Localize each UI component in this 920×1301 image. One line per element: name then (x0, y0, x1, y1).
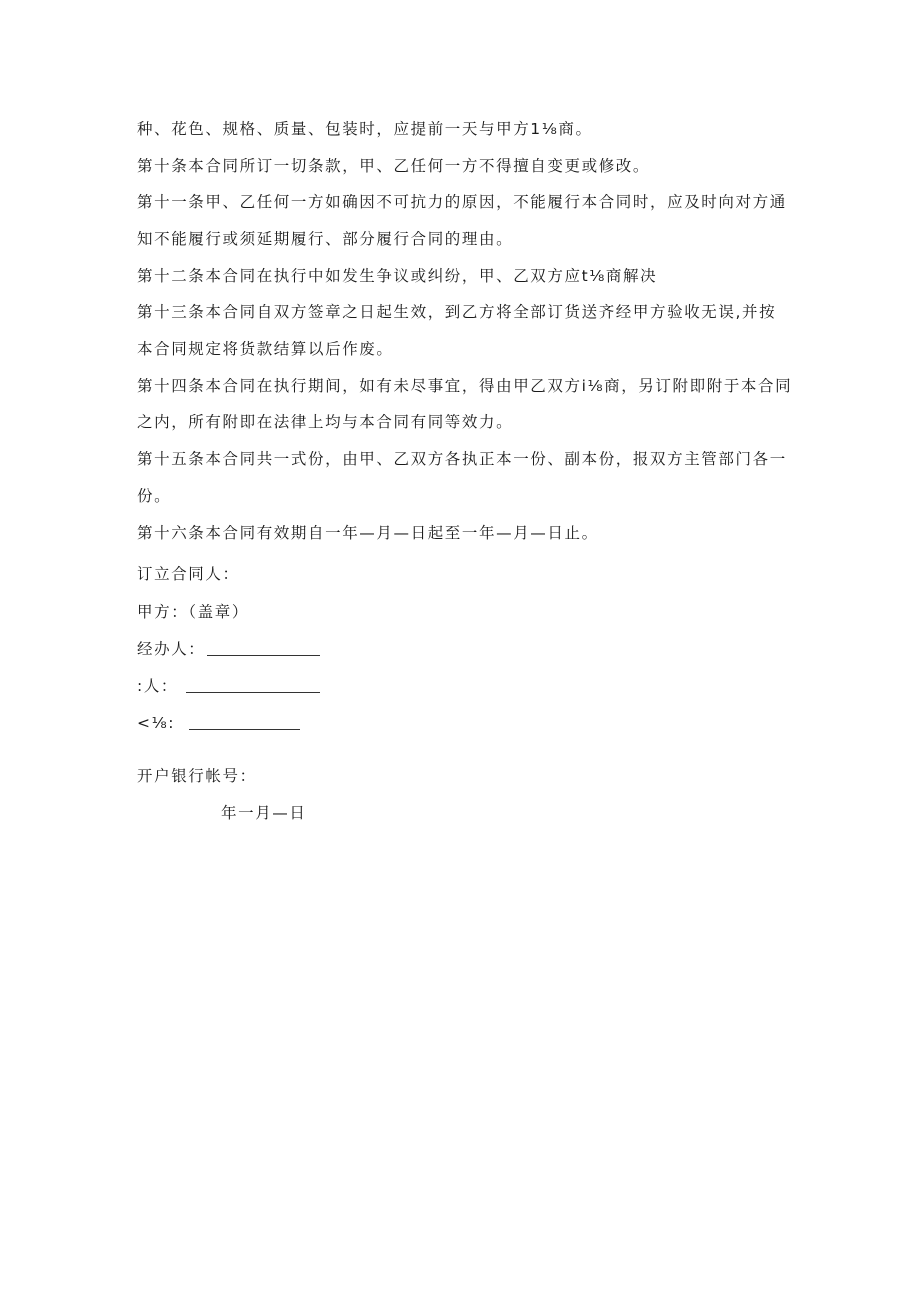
clause-9-continuation: 种、花色、规格、质量、包装时，应提前一天与甲方1⅛商。 (137, 120, 593, 138)
clause-15-line-1: 第十五条本合同共一式份，由甲、乙双方各执正本一份、副本份，报双方主管部门各一 (137, 450, 787, 468)
clause-14-line-1: 第十四条本合同在执行期间，如有未尽事宜，得由甲乙双方i⅛商，另订附即附于本合同 (137, 377, 793, 395)
signing-date: 年一月—日 (221, 804, 307, 822)
bank-account-label: 开户银行帐号： (137, 767, 257, 785)
agent-blank (207, 655, 320, 656)
agent-label: 经办人： (137, 640, 206, 658)
clause-14-line-2: 之内，所有附即在法律上均与本合同有同等效力。 (137, 413, 514, 431)
clause-12: 第十二条本合同在执行中如发生争议或纠纷，甲、乙双方应t⅛商解决 (137, 267, 658, 285)
phone-label: <⅛: (137, 714, 176, 732)
party-a-seal: 甲方：（盖章） (137, 603, 249, 621)
signatories-heading: 订立合同人： (137, 565, 240, 583)
clause-10: 第十条本合同所订一切条款，甲、乙任何一方不得擅自变更或修改。 (137, 157, 651, 175)
clause-11-line-1: 第十一条甲、乙任何一方如确因不可抗力的原因，不能履行本合同时，应及时向对方通 (137, 193, 787, 211)
clause-13-line-1: 第十三条本合同自双方签章之日起生效，到乙方将全部订货送齐经甲方验收无误,并按 (137, 303, 777, 321)
clause-13-line-2: 本合同规定将货款结算以后作废。 (137, 340, 394, 358)
representative-blank (186, 692, 320, 693)
phone-blank (189, 729, 300, 730)
representative-label: :人： (137, 677, 179, 695)
clause-16: 第十六条本合同有效期自一年—月—日起至一年—月—日止。 (137, 524, 599, 542)
clause-15-line-2: 份。 (137, 487, 172, 505)
clause-11-line-2: 知不能履行或须延期履行、部分履行合同的理由。 (137, 230, 514, 248)
